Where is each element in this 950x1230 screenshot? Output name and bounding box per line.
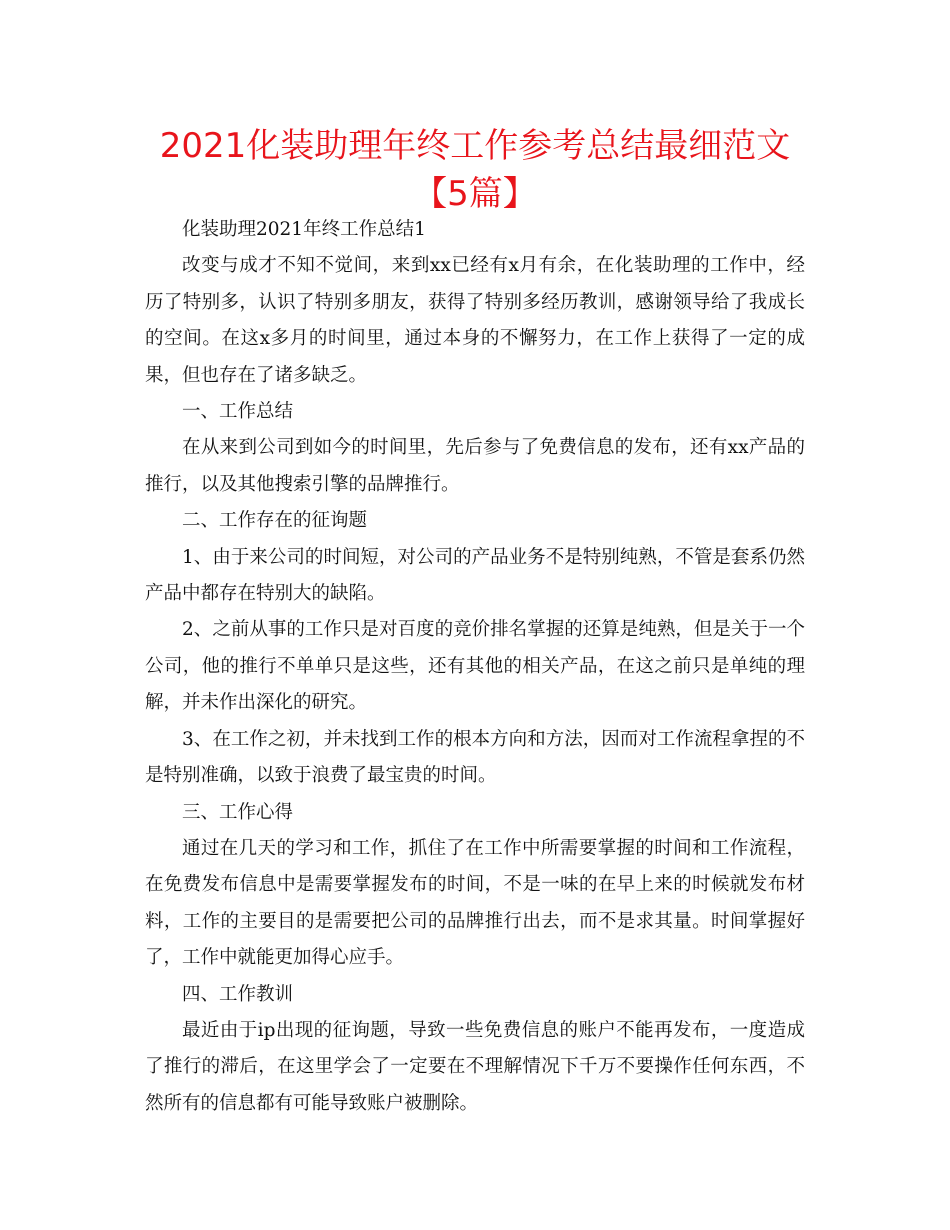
section-heading: 三、工作心得 xyxy=(182,801,294,823)
paragraph: 3、在工作之初，并未找到工作的根本方向和方法，因而对工作流程拿捏的不是特别准确，以致于浪费了最宝贵的时间。 xyxy=(145,728,805,787)
section-heading: 四、工作教训 xyxy=(182,983,294,1005)
paragraph: 在从来到公司到如今的时间里，先后参与了免费信息的发布，还有xx产品的推行，以及其他搜索引擎的品牌推行。 xyxy=(145,437,805,495)
paragraph: 通过在几天的学习和工作，抓住了在工作中所需要掌握的时间和工作流程，在免费发布信息中是需要掌握发布的时间，不是一味的在早上来的时候就发布材料，工作的主要目的是需要把公司的品牌推行出去，而不是求其量。时间掌握好了，工作中就能更加得心应手。 xyxy=(145,837,805,969)
paragraph: 2、之前从事的工作只是对百度的竞价排名掌握的还算是纯熟，但是关于一个公司，他的推行不单单只是这些，还有其他的相关产品，在这之前只是单纯的理解，并未作出深化的研究。 xyxy=(145,619,805,714)
document-body xyxy=(145,212,805,1122)
section-heading: 一、工作总结 xyxy=(182,401,294,423)
document-title: 2021化装助理年终工作参考总结最细范文【5篇】 xyxy=(159,126,791,214)
paragraph: 最近由于ip出现的征询题，导致一些免费信息的账户不能再发布，一度造成了推行的滞后，在这里学会了一定要在不理解情况下千万不要操作任何东西，不然所有的信息都有可能导致账户被删除。 xyxy=(145,1019,805,1114)
section-heading: 化装助理2021年终工作总结1 xyxy=(182,219,426,240)
paragraph: 改变与成才不知不觉间，来到xx已经有x月有余，在化装助理的工作中，经历了特别多，认识了特别多朋友，获得了特别多经历教训，感谢领导给了我成长的空间。在这x多月的时间里，通过本身的不懈努力，在工作上获得了一定的成果，但也存在了诸多缺乏。 xyxy=(145,255,805,386)
section-heading: 二、工作存在的征询题 xyxy=(182,510,368,532)
paragraph: 1、由于来公司的时间短，对公司的产品业务不是特别纯熟，不管是套系仍然产品中都存在特别大的缺陷。 xyxy=(145,546,805,605)
